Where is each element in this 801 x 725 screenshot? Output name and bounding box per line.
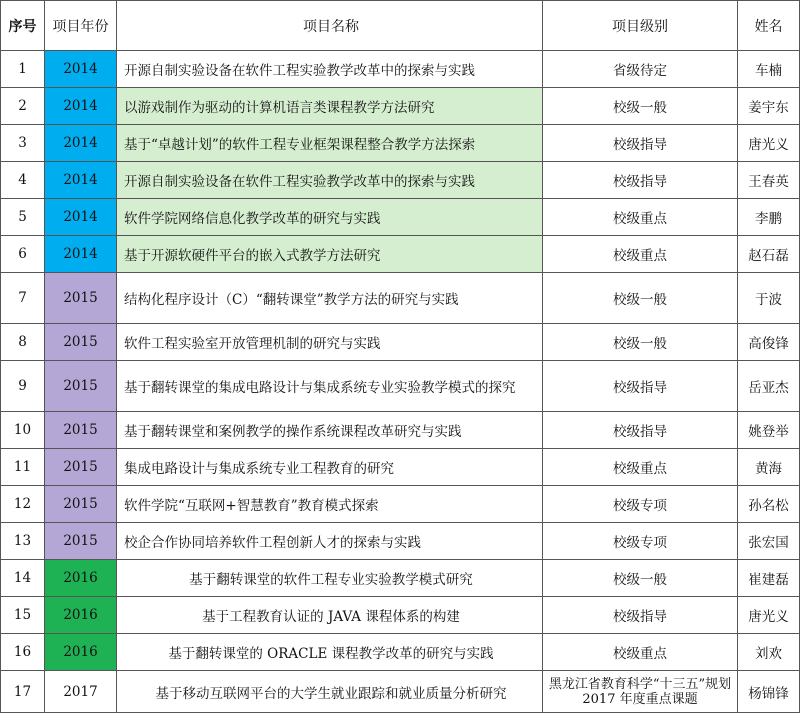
row-project-name: 基于工程教育认证的 JAVA 课程体系的构建 (117, 597, 543, 634)
row-project-name: 基于开源软硬件平台的嵌入式教学方法研究 (117, 236, 543, 273)
row-index: 16 (1, 634, 45, 671)
row-person-name: 唐光义 (738, 125, 800, 162)
row-year: 2015 (45, 273, 117, 324)
row-project-level: 校级重点 (543, 199, 738, 236)
header-index: 序号 (1, 1, 45, 51)
row-person-name: 李鹏 (738, 199, 800, 236)
row-year: 2015 (45, 449, 117, 486)
row-project-name: 开源自制实验设备在软件工程实验教学改革中的探索与实践 (117, 51, 543, 88)
row-project-name: 开源自制实验设备在软件工程实验教学改革中的探索与实践 (117, 162, 543, 199)
row-project-name: 基于翻转课堂的软件工程专业实验教学模式研究 (117, 560, 543, 597)
row-person-name: 姚登举 (738, 412, 800, 449)
row-index: 14 (1, 560, 45, 597)
row-project-level: 省级待定 (543, 51, 738, 88)
row-year: 2017 (45, 671, 117, 713)
row-project-level: 校级指导 (543, 361, 738, 412)
row-project-level: 校级指导 (543, 125, 738, 162)
row-project-name: 结构化程序设计（C）“翻转课堂”教学方法的研究与实践 (117, 273, 543, 324)
row-project-name: 软件工程实验室开放管理机制的研究与实践 (117, 324, 543, 361)
table-row (1, 125, 800, 162)
row-index: 6 (1, 236, 45, 273)
row-year: 2014 (45, 88, 117, 125)
row-person-name: 王春英 (738, 162, 800, 199)
row-project-name: 软件学院“互联网+智慧教育”教育模式探索 (117, 486, 543, 523)
row-project-name: 软件学院网络信息化教学改革的研究与实践 (117, 199, 543, 236)
row-project-level: 校级一般 (543, 560, 738, 597)
row-year: 2016 (45, 597, 117, 634)
table-row (1, 486, 800, 523)
row-year: 2015 (45, 361, 117, 412)
row-project-name: 基于移动互联网平台的大学生就业跟踪和就业质量分析研究 (117, 671, 543, 713)
row-project-level: 校级重点 (543, 236, 738, 273)
row-project-level: 校级指导 (543, 162, 738, 199)
row-year: 2015 (45, 486, 117, 523)
table-row (1, 236, 800, 273)
row-index: 12 (1, 486, 45, 523)
row-project-level: 校级指导 (543, 412, 738, 449)
row-project-name: 基于翻转课堂的 ORACLE 课程教学改革的研究与实践 (117, 634, 543, 671)
row-project-level: 校级专项 (543, 523, 738, 560)
table-row (1, 597, 800, 634)
table-row (1, 412, 800, 449)
row-project-name: 集成电路设计与集成系统专业工程教育的研究 (117, 449, 543, 486)
row-project-level: 校级重点 (543, 449, 738, 486)
row-project-level: 校级专项 (543, 486, 738, 523)
header-project-level: 项目级别 (543, 1, 738, 51)
row-index: 8 (1, 324, 45, 361)
table-row (1, 324, 800, 361)
row-year: 2015 (45, 324, 117, 361)
table-row (1, 634, 800, 671)
row-index: 10 (1, 412, 45, 449)
table-row (1, 273, 800, 324)
row-person-name: 于波 (738, 273, 800, 324)
row-project-name: 基于翻转课堂的集成电路设计与集成系统专业实验教学模式的探究 (117, 361, 543, 412)
header-row (1, 1, 800, 51)
row-index: 15 (1, 597, 45, 634)
row-person-name: 姜宇东 (738, 88, 800, 125)
row-person-name: 车楠 (738, 51, 800, 88)
row-person-name: 崔建磊 (738, 560, 800, 597)
row-index: 1 (1, 51, 45, 88)
row-project-level: 校级指导 (543, 597, 738, 634)
row-project-level: 黑龙江省教育科学“十三五”规划 2017 年度重点课题 (543, 671, 738, 713)
row-index: 2 (1, 88, 45, 125)
table-row (1, 361, 800, 412)
row-project-level: 校级一般 (543, 273, 738, 324)
row-person-name: 杨锦锋 (738, 671, 800, 713)
row-person-name: 张宏国 (738, 523, 800, 560)
row-index: 17 (1, 671, 45, 713)
row-year: 2014 (45, 199, 117, 236)
row-project-name: 基于翻转课堂和案例教学的操作系统课程改革研究与实践 (117, 412, 543, 449)
row-person-name: 赵石磊 (738, 236, 800, 273)
table-row (1, 88, 800, 125)
row-index: 13 (1, 523, 45, 560)
row-year: 2016 (45, 560, 117, 597)
table-row (1, 199, 800, 236)
row-project-name: 校企合作协同培养软件工程创新人才的探索与实践 (117, 523, 543, 560)
row-index: 3 (1, 125, 45, 162)
row-year: 2016 (45, 634, 117, 671)
table-row (1, 449, 800, 486)
row-index: 11 (1, 449, 45, 486)
row-year: 2015 (45, 523, 117, 560)
row-year: 2014 (45, 236, 117, 273)
table-row (1, 523, 800, 560)
row-project-name: 以游戏制作为驱动的计算机语言类课程教学方法研究 (117, 88, 543, 125)
row-index: 4 (1, 162, 45, 199)
row-person-name: 岳亚杰 (738, 361, 800, 412)
row-year: 2014 (45, 162, 117, 199)
row-person-name: 刘欢 (738, 634, 800, 671)
row-index: 9 (1, 361, 45, 412)
row-year: 2015 (45, 412, 117, 449)
table-row (1, 162, 800, 199)
row-year: 2014 (45, 125, 117, 162)
row-index: 7 (1, 273, 45, 324)
row-person-name: 唐光义 (738, 597, 800, 634)
row-year: 2014 (45, 51, 117, 88)
table-row (1, 560, 800, 597)
row-project-name: 基于“卓越计划”的软件工程专业框架课程整合教学方法探索 (117, 125, 543, 162)
table-row (1, 51, 800, 88)
row-person-name: 黄海 (738, 449, 800, 486)
row-project-level: 校级一般 (543, 324, 738, 361)
header-project-name: 项目名称 (117, 1, 543, 51)
row-person-name: 孙名松 (738, 486, 800, 523)
row-index: 5 (1, 199, 45, 236)
row-person-name: 高俊锋 (738, 324, 800, 361)
table-row (1, 671, 800, 713)
header-year: 项目年份 (45, 1, 117, 51)
header-person-name: 姓名 (738, 1, 800, 51)
row-project-level: 校级重点 (543, 634, 738, 671)
row-project-level: 校级一般 (543, 88, 738, 125)
